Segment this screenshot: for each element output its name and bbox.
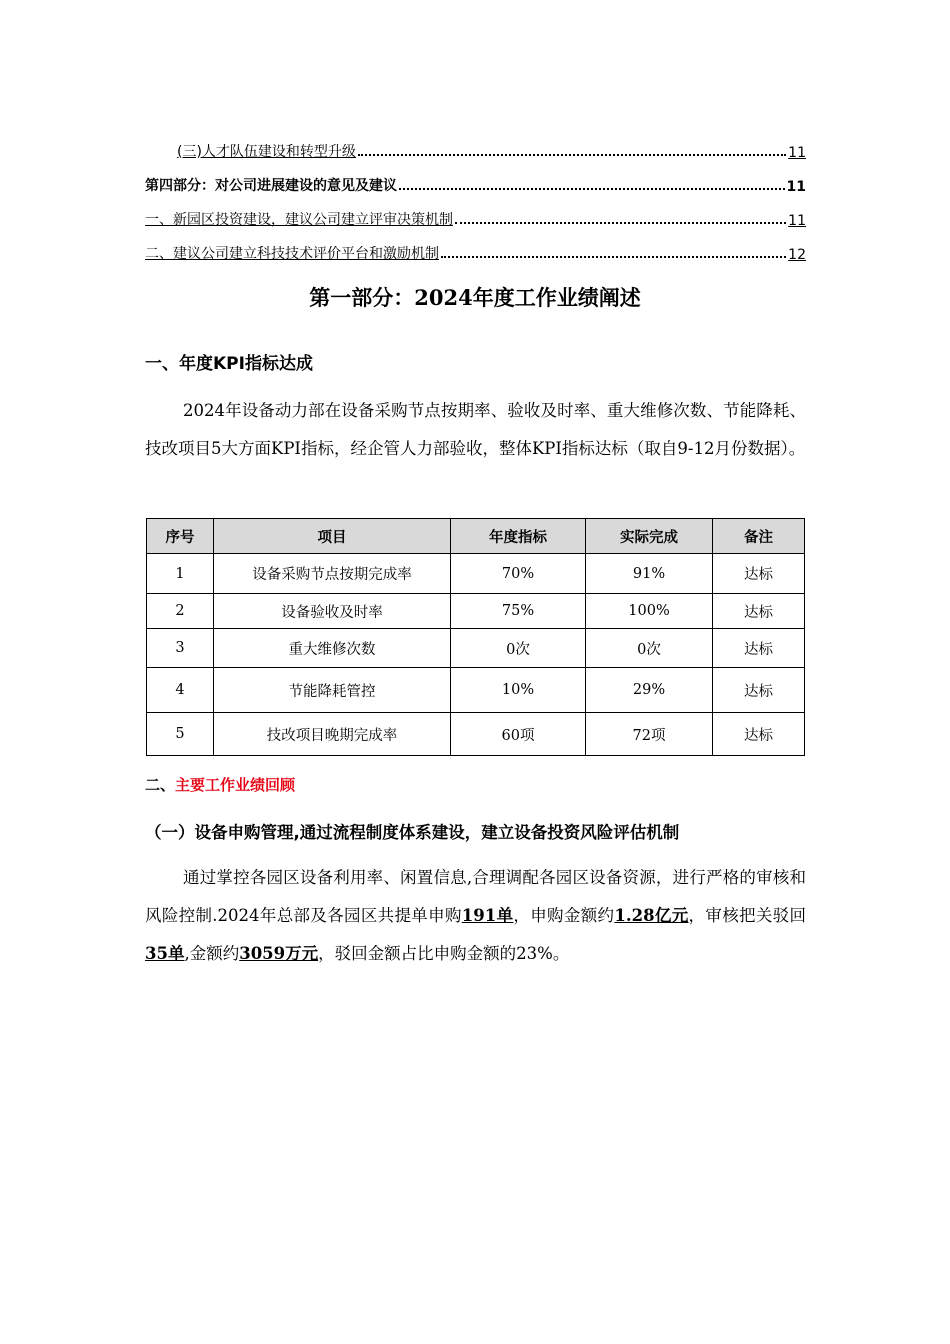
column-header: 备注 xyxy=(713,519,805,554)
toc-leader xyxy=(358,154,786,156)
cell-actual: 100% xyxy=(586,594,713,629)
value-rejected-orders: 35单 xyxy=(145,944,185,963)
text-run: ，审核把关驳回 xyxy=(688,906,807,925)
toc-entry-page: 11 xyxy=(786,179,806,195)
text-run: ,金额约 xyxy=(184,944,240,963)
toc-entry[interactable] xyxy=(145,127,806,161)
kpi-paragraph: 2024年设备动力部在设备采购节点按期率、验收及时率、重大维修次数、节能降耗、技改项目5大方面KPI指标，经企管人力部验收，整体KPI指标达标（取自9-12月份数据）。 xyxy=(145,401,806,458)
toc-entry[interactable] xyxy=(145,195,806,229)
cell-target: 10% xyxy=(451,668,586,713)
procurement-paragraph xyxy=(145,859,806,973)
column-header: 实际完成 xyxy=(586,519,713,554)
table-header-row xyxy=(147,519,805,554)
subsection-heading: （一）设备申购管理,通过流程制度体系建设，建立设备投资风险评估机制 xyxy=(145,823,680,842)
text-run: 通过掌控各园区设备利用率、闲置信息,合理调配各园区设备资源，进行严格的审核和风险控制.2024年总部及各园区共提单申购 xyxy=(145,868,806,925)
cell-actual: 91% xyxy=(586,554,713,594)
value-orders: 191单 xyxy=(461,906,514,925)
table-of-contents xyxy=(145,127,806,263)
table-row xyxy=(147,594,805,629)
value-rejected-amount: 3059万元 xyxy=(239,944,319,963)
cell-target: 75% xyxy=(451,594,586,629)
toc-leader xyxy=(441,256,786,258)
toc-entry[interactable] xyxy=(145,161,806,195)
cell-note: 达标 xyxy=(713,668,805,713)
kpi-table xyxy=(146,518,805,756)
column-header: 年度指标 xyxy=(451,519,586,554)
toc-leader xyxy=(455,222,786,224)
cell-note: 达标 xyxy=(713,554,805,594)
column-header: 序号 xyxy=(147,519,214,554)
toc-entry-page: 12 xyxy=(788,247,806,263)
cell-index: 4 xyxy=(147,668,214,713)
toc-entry-label: 一、新园区投资建设，建议公司建立评审决策机制 xyxy=(145,212,453,228)
section-heading-review xyxy=(145,774,295,795)
cell-target: 60项 xyxy=(451,713,586,756)
cell-item: 技改项目晚期完成率 xyxy=(214,713,451,756)
toc-entry-page: 11 xyxy=(788,213,806,229)
cell-index: 3 xyxy=(147,629,214,668)
section-heading-red: 主要工作业绩回顾 xyxy=(175,776,296,794)
toc-entry-label: 二、建议公司建立科技技术评价平台和激励机制 xyxy=(145,246,439,262)
cell-actual: 29% xyxy=(586,668,713,713)
text-run: ，驳回金额占比申购金额的23%。 xyxy=(318,944,570,963)
cell-item: 设备采购节点按期完成率 xyxy=(214,554,451,594)
table-row xyxy=(147,668,805,713)
column-header: 项目 xyxy=(214,519,451,554)
cell-index: 1 xyxy=(147,554,214,594)
toc-entry-label: (三)人才队伍建设和转型升级 xyxy=(177,144,356,160)
cell-item: 重大维修次数 xyxy=(214,629,451,668)
cell-target: 0次 xyxy=(451,629,586,668)
table-row xyxy=(147,554,805,594)
cell-target: 70% xyxy=(451,554,586,594)
cell-item: 设备验收及时率 xyxy=(214,594,451,629)
toc-leader xyxy=(399,188,785,190)
toc-entry-page: 11 xyxy=(788,145,806,161)
table-row xyxy=(147,713,805,756)
toc-entry[interactable] xyxy=(145,229,806,263)
cell-index: 5 xyxy=(147,713,214,756)
cell-actual: 72项 xyxy=(586,713,713,756)
value-amount: 1.28亿元 xyxy=(614,906,689,925)
cell-actual: 0次 xyxy=(586,629,713,668)
text-run: ，申购金额约 xyxy=(513,906,615,925)
cell-index: 2 xyxy=(147,594,214,629)
cell-note: 达标 xyxy=(713,594,805,629)
cell-note: 达标 xyxy=(713,713,805,756)
document-title: 第一部分：2024年度工作业绩阐述 xyxy=(309,285,641,310)
section-heading-prefix: 二、 xyxy=(145,776,176,794)
toc-entry-label: 第四部分：对公司进展建设的意见及建议 xyxy=(145,178,397,194)
cell-note: 达标 xyxy=(713,629,805,668)
cell-item: 节能降耗管控 xyxy=(214,668,451,713)
table-row xyxy=(147,629,805,668)
section-heading-kpi: 一、年度KPI指标达成 xyxy=(145,354,313,374)
